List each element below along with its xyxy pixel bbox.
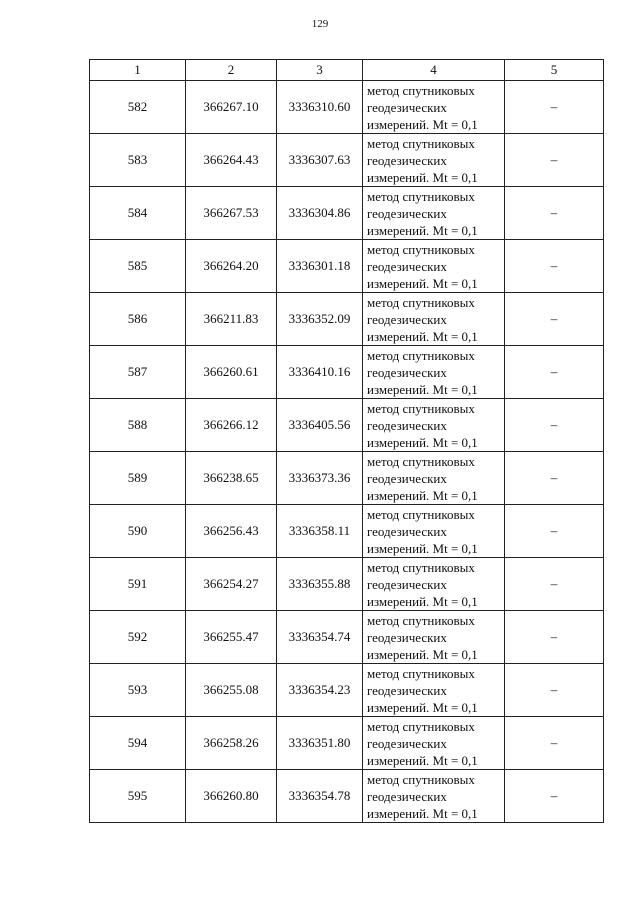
point-number: 588 <box>90 399 186 452</box>
method-line: метод спутниковых <box>367 612 475 628</box>
coordinate-x: 366264.43 <box>186 134 277 187</box>
table-row <box>90 293 604 346</box>
method-line: метод спутниковых <box>367 82 475 98</box>
page-number: 129 <box>311 18 329 30</box>
note-dash: – <box>505 452 604 505</box>
method-description <box>363 81 505 134</box>
note-dash: – <box>505 399 604 452</box>
method-description <box>363 240 505 293</box>
note-dash: – <box>505 240 604 293</box>
point-number: 592 <box>90 611 186 664</box>
column-header-1: 1 <box>90 60 186 81</box>
coordinate-x: 366267.53 <box>186 187 277 240</box>
table-row <box>90 505 604 558</box>
coordinate-x: 366256.43 <box>186 505 277 558</box>
note-dash: – <box>505 611 604 664</box>
coordinate-y: 3336358.11 <box>277 505 363 558</box>
point-number: 593 <box>90 664 186 717</box>
method-line: измерений. Mt = 0,1 <box>367 540 478 556</box>
column-header-4: 4 <box>363 60 505 81</box>
table-row <box>90 452 604 505</box>
point-number: 585 <box>90 240 186 293</box>
method-description <box>363 134 505 187</box>
coordinate-y: 3336307.63 <box>277 134 363 187</box>
point-number: 584 <box>90 187 186 240</box>
note-dash: – <box>505 770 604 823</box>
table-row <box>90 664 604 717</box>
method-line: геодезических <box>367 735 447 751</box>
note-dash: – <box>505 81 604 134</box>
coordinate-x: 366254.27 <box>186 558 277 611</box>
method-description <box>363 770 505 823</box>
method-line: геодезических <box>367 152 447 168</box>
point-number: 594 <box>90 717 186 770</box>
coordinate-x: 366266.12 <box>186 399 277 452</box>
method-description <box>363 399 505 452</box>
coordinate-y: 3336352.09 <box>277 293 363 346</box>
coordinate-y: 3336351.80 <box>277 717 363 770</box>
column-header-3: 3 <box>277 60 363 81</box>
method-line: измерений. Mt = 0,1 <box>367 805 478 821</box>
point-number: 587 <box>90 346 186 399</box>
method-line: измерений. Mt = 0,1 <box>367 116 478 132</box>
method-line: геодезических <box>367 523 447 539</box>
table-row <box>90 134 604 187</box>
coordinate-y: 3336310.60 <box>277 81 363 134</box>
coordinate-x: 366211.83 <box>186 293 277 346</box>
method-description <box>363 452 505 505</box>
method-line: геодезических <box>367 311 447 327</box>
column-header-2: 2 <box>186 60 277 81</box>
point-number: 589 <box>90 452 186 505</box>
method-line: геодезических <box>367 682 447 698</box>
note-dash: – <box>505 293 604 346</box>
method-line: измерений. Mt = 0,1 <box>367 434 478 450</box>
method-line: геодезических <box>367 629 447 645</box>
method-line: геодезических <box>367 205 447 221</box>
coordinate-x: 366255.47 <box>186 611 277 664</box>
coordinate-x: 366267.10 <box>186 81 277 134</box>
coordinate-y: 3336354.23 <box>277 664 363 717</box>
table-row <box>90 240 604 293</box>
method-line: метод спутниковых <box>367 135 475 151</box>
method-description <box>363 293 505 346</box>
coordinate-y: 3336301.18 <box>277 240 363 293</box>
coordinate-y: 3336354.78 <box>277 770 363 823</box>
point-number: 595 <box>90 770 186 823</box>
coordinate-y: 3336355.88 <box>277 558 363 611</box>
method-line: метод спутниковых <box>367 559 475 575</box>
method-line: измерений. Mt = 0,1 <box>367 381 478 397</box>
method-line: метод спутниковых <box>367 188 475 204</box>
method-line: геодезических <box>367 788 447 804</box>
method-line: измерений. Mt = 0,1 <box>367 752 478 768</box>
coordinate-x: 366258.26 <box>186 717 277 770</box>
method-line: геодезических <box>367 258 447 274</box>
table-row <box>90 717 604 770</box>
note-dash: – <box>505 187 604 240</box>
method-line: метод спутниковых <box>367 718 475 734</box>
method-description <box>363 664 505 717</box>
method-description <box>363 346 505 399</box>
method-line: измерений. Mt = 0,1 <box>367 699 478 715</box>
method-description <box>363 611 505 664</box>
note-dash: – <box>505 717 604 770</box>
coordinates-table <box>89 59 604 823</box>
coordinate-y: 3336405.56 <box>277 399 363 452</box>
method-line: метод спутниковых <box>367 506 475 522</box>
method-line: геодезических <box>367 470 447 486</box>
table-row <box>90 558 604 611</box>
table-row <box>90 81 604 134</box>
table-row <box>90 399 604 452</box>
table-body <box>90 81 604 823</box>
method-line: измерений. Mt = 0,1 <box>367 169 478 185</box>
coordinate-y: 3336410.16 <box>277 346 363 399</box>
coordinate-x: 366260.80 <box>186 770 277 823</box>
coordinate-x: 366238.65 <box>186 452 277 505</box>
method-line: измерений. Mt = 0,1 <box>367 646 478 662</box>
point-number: 583 <box>90 134 186 187</box>
method-line: метод спутниковых <box>367 400 475 416</box>
method-line: измерений. Mt = 0,1 <box>367 593 478 609</box>
note-dash: – <box>505 346 604 399</box>
method-description <box>363 187 505 240</box>
method-line: геодезических <box>367 364 447 380</box>
method-description <box>363 505 505 558</box>
table-row <box>90 611 604 664</box>
method-line: метод спутниковых <box>367 771 475 787</box>
method-line: измерений. Mt = 0,1 <box>367 328 478 344</box>
method-line: геодезических <box>367 576 447 592</box>
method-line: метод спутниковых <box>367 453 475 469</box>
note-dash: – <box>505 664 604 717</box>
point-number: 582 <box>90 81 186 134</box>
coordinate-y: 3336304.86 <box>277 187 363 240</box>
table-row <box>90 346 604 399</box>
note-dash: – <box>505 134 604 187</box>
method-description <box>363 717 505 770</box>
method-line: метод спутниковых <box>367 294 475 310</box>
table-row <box>90 187 604 240</box>
header-row <box>90 60 604 81</box>
method-line: измерений. Mt = 0,1 <box>367 275 478 291</box>
point-number: 586 <box>90 293 186 346</box>
coordinate-x: 366255.08 <box>186 664 277 717</box>
note-dash: – <box>505 558 604 611</box>
column-header-5: 5 <box>505 60 604 81</box>
method-line: измерений. Mt = 0,1 <box>367 487 478 503</box>
method-description <box>363 558 505 611</box>
coordinate-x: 366260.61 <box>186 346 277 399</box>
point-number: 590 <box>90 505 186 558</box>
method-line: метод спутниковых <box>367 347 475 363</box>
coordinate-y: 3336373.36 <box>277 452 363 505</box>
point-number: 591 <box>90 558 186 611</box>
method-line: метод спутниковых <box>367 241 475 257</box>
method-line: измерений. Mt = 0,1 <box>367 222 478 238</box>
method-line: геодезических <box>367 417 447 433</box>
method-line: метод спутниковых <box>367 665 475 681</box>
note-dash: – <box>505 505 604 558</box>
coordinate-x: 366264.20 <box>186 240 277 293</box>
table-row <box>90 770 604 823</box>
coordinate-y: 3336354.74 <box>277 611 363 664</box>
method-line: геодезических <box>367 99 447 115</box>
